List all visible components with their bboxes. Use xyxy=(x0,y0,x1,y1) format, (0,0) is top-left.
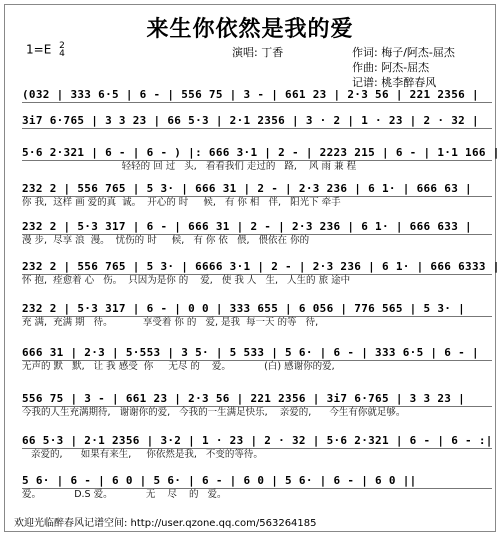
lyric-line: 充 满, 充满 期 待。 享受着 你 的 爱, 是我 每一天 的等 待, xyxy=(22,317,319,328)
lyric-line: 亲爱的, 如果有来生, 你依然是我, 不变的等待。 xyxy=(22,449,263,460)
notation-line: 232 2 | 5·3 317 | 6 - | 0 0 | 333 655 | 6 056 | 776 565 | 5 3· | xyxy=(22,302,492,317)
lyric-line: 今我的人生充满期待, 谢谢你的爱, 今我的一生满足快乐, 亲爱的, 今生有你就足够。 xyxy=(22,407,406,418)
notation-line: 232 2 | 556 765 | 5 3· | 6666 3·1 | 2 - | 2·3 236 | 6 1· | 666 6333 | xyxy=(22,260,500,273)
notation-line: 3i7 6·765 | 3 3 23 | 66 5·3 | 2·1 2356 | 3 · 2 | 1 · 23 | 2 · 32 | xyxy=(22,114,492,129)
score-row xyxy=(22,346,492,373)
notation-line: 66 5·3 | 2·1 2356 | 3·2 | 1 · 23 | 2 · 32 | 5·6 2·321 | 6 - | 6 - :| xyxy=(22,434,493,447)
key-label: 1=E xyxy=(26,42,52,57)
song-title: 来生你依然是我的爱 xyxy=(146,16,354,42)
lyric-line: 轻轻的 回 过 头, 看看我们 走过的 路, 风 雨 兼 程 xyxy=(22,161,357,172)
score-row xyxy=(22,434,492,461)
time-numerator: 2 xyxy=(59,41,65,51)
notation-line: 5·6 2·321 | 6 - | 6 - ) |: 666 3·1 | 2 - | 2223 215 | 6 - | 1·1 166 | xyxy=(22,146,500,159)
lyricist-credit: 作词: 梅子/阿杰-屈杰 xyxy=(352,46,455,59)
notation-line: (032 | 333 6·5 | 6 - | 556 75 | 3 - | 661 23 | 2·3 56 | 221 2356 | xyxy=(22,88,492,103)
score-row xyxy=(22,220,492,247)
key-signature xyxy=(26,42,65,58)
score-row xyxy=(22,146,500,173)
footer-link-text: 欢迎光临醉春风记谱空间: http://user.qzone.qq.com/563264185 xyxy=(14,518,317,529)
score-row xyxy=(22,114,492,141)
singer-credit: 演唱: 丁香 xyxy=(232,46,284,59)
lyric-line xyxy=(22,129,492,141)
time-denominator: 4 xyxy=(59,49,65,59)
lyric-line: 你 我, 这样 画 爱的真 诚。 开心的 时 候, 有 你 相 伴, 阳光下 牵手 xyxy=(22,197,341,208)
notation-line: 5 6· | 6 - | 6 0 | 5 6· | 6 - | 6 0 | 5 6· | 6 - | 6 0 || xyxy=(22,474,492,489)
score-row xyxy=(22,302,492,329)
lyric-line: 漫 步, 尽享 浪 漫。 忧伤的 时 候, 有 你 依 偎, 偎依在 你的 xyxy=(22,235,310,246)
score-row xyxy=(22,260,500,287)
composer-credit: 作曲: 阿杰-屈杰 xyxy=(352,61,430,74)
time-signature xyxy=(59,42,65,58)
lyric-line: 爱。 D.S 爱。 无 尽 的 爱。 xyxy=(22,489,227,500)
score-row xyxy=(22,392,492,419)
score-row xyxy=(22,88,492,115)
notation-line: 666 31 | 2·3 | 5·553 | 3 5· | 5 533 | 5 6· | 6 - | 333 6·5 | 6 - | xyxy=(22,346,492,361)
score-row xyxy=(22,474,492,501)
lyric-line: 无声的 默 默, 让 我 感受 你 无尽 的 爱。 (白) 感谢你的爱, xyxy=(22,361,335,372)
notation-line: 556 75 | 3 - | 661 23 | 2·3 56 | 221 2356 | 3i7 6·765 | 3 3 23 | xyxy=(22,392,492,407)
notation-line: 232 2 | 556 765 | 5 3· | 666 31 | 2 - | 2·3 236 | 6 1· | 666 63 | xyxy=(22,182,492,197)
notation-line: 232 2 | 5·3 317 | 6 - | 666 31 | 2 - | 2·3 236 | 6 1· | 666 633 | xyxy=(22,220,492,235)
lyric-line: 怀 抱, 痊愈着 心 伤。 只因为是你 的 爱, 使 我 人 生, 人生的 旅 途中 xyxy=(22,275,351,286)
transcriber-credit: 记谱: 桃李醉春风 xyxy=(352,76,437,89)
score-row xyxy=(22,182,492,209)
